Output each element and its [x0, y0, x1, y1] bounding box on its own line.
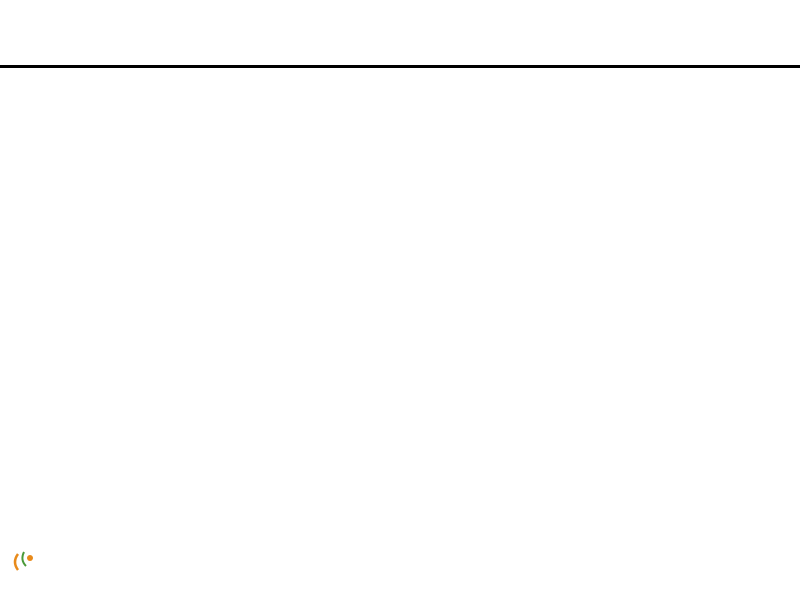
header-separator: [0, 65, 800, 68]
slide-footer: [0, 566, 800, 588]
slide-header: [0, 0, 800, 66]
